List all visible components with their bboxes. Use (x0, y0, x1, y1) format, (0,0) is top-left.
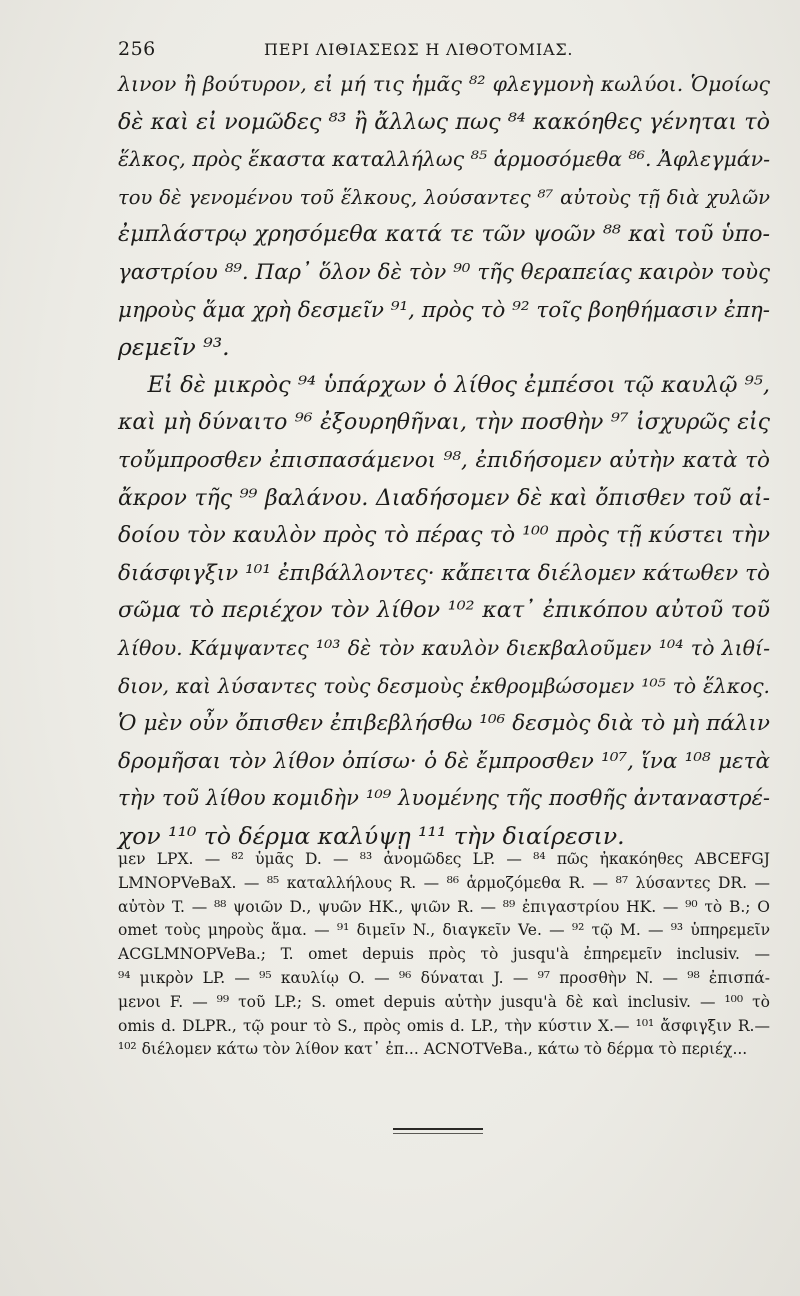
footnote-line: ⁹⁴ μικρὸν LP. — ⁹⁵ καυλίῳ O. — ⁹⁶ δύναται J. — ⁹⁷ προσθὴν N. — ⁹⁸ ἐπισπά- (118, 968, 770, 987)
text-line: δὲ καὶ εἰ νομῶδες ⁸³ ἢ ἄλλως πως ⁸⁴ κακόηθες γένηται τὸ (118, 108, 770, 135)
text-line: λίθου. Κάμψαντες ¹⁰³ δὲ τὸν καυλὸν διεκβαλοῦμεν ¹⁰⁴ τὸ λιθί- (118, 635, 770, 660)
text-line: Εἰ δὲ μικρὸς ⁹⁴ ὑπάρχων ὁ λίθος ἐμπέσοι τῷ καυλῷ ⁹⁵, (118, 371, 770, 398)
text-line: διάσφιγξιν ¹⁰¹ ἐπιβάλλοντες· κἄπειτα διέλομεν κάτωθεν τὸ (118, 560, 770, 586)
text-line: ἄκρον τῆς ⁹⁹ βαλάνου. Διαδήσομεν δὲ καὶ ὄπισθεν τοῦ αἰ- (118, 485, 770, 511)
footnote-line: αὐτὸν T. — ⁸⁸ ψοιῶν D., ψυῶν HK., ψιῶν R. — ⁸⁹ ἐπιγαστρίου HK. — ⁹⁰ τὸ B.; O (118, 897, 770, 916)
text-line: ἕλκος, πρὸς ἕκαστα καταλλήλως ⁸⁵ ἁρμοσόμεθα ⁸⁶. Ἀφλεγμάν- (118, 147, 770, 172)
footnote-line: LMNOPVeBaX. — ⁸⁵ καταλλήλους R. — ⁸⁶ ἁρμοζόμεθα R. — ⁸⁷ λύσαντες DR. — (118, 873, 770, 892)
footnote-line: omis d. DLPR., τῷ pour τὸ S., πρὸς omis d. LP., τὴν κύστιν X.— ¹⁰¹ ἄσφιγξιν R.— (118, 1016, 770, 1035)
footnote-line: μεν LPX. — ⁸² ὑμᾶς D. — ⁸³ ἀνομῶδες LP. — ⁸⁴ πῶς ἠκακόηθες ABCEFGJ (118, 850, 770, 868)
critical-apparatus (118, 848, 770, 1062)
text-line: λινον ἢ βούτυρον, εἰ μή τις ἡμᾶς ⁸² φλεγμονὴ κωλύοι. Ὁμοίως (118, 72, 770, 96)
text-line: καὶ μὴ δύναιτο ⁹⁶ ἐξουρηθῆναι, τὴν ποσθὴν ⁹⁷ ἰσχυρῶς εἰς (118, 410, 770, 436)
section-divider-thin (393, 1133, 483, 1134)
text-line: δρομῆσαι τὸν λίθον ὀπίσω· ὁ δὲ ἔμπροσθεν ¹⁰⁷, ἵνα ¹⁰⁸ μετὰ (118, 748, 770, 774)
text-line: του δὲ γενομένου τοῦ ἕλκους, λούσαντες ⁸⁷ αὐτοὺς τῇ διὰ χυλῶν (118, 185, 770, 209)
text-line: διον, καὶ λύσαντες τοὺς δεσμοὺς ἐκθρομβώσομεν ¹⁰⁵ τὸ ἕλκος. (118, 673, 770, 698)
text-line: ἐμπλάστρῳ χρησόμεθα κατά τε τῶν ψοῶν ⁸⁸ καὶ τοῦ ὑπο- (118, 221, 770, 248)
text-line: τὴν τοῦ λίθου κομιδὴν ¹⁰⁹ λυομένης τῆς ποσθῆς ἀνταναστρέ- (118, 786, 770, 811)
text-line: δοίου τὸν καυλὸν πρὸς τὸ πέρας τὸ ¹⁰⁰ πρὸς τῇ κύστει τὴν (118, 523, 770, 549)
text-line: χον ¹¹⁰ τὸ δέρμα καλύψῃ ¹¹¹ τὴν διαίρεσιν. (118, 821, 625, 850)
text-line: Ὁ μὲν οὖν ὄπισθεν ἐπιβεβλήσθω ¹⁰⁶ δεσμὸς διὰ τὸ μὴ πάλιν (118, 711, 770, 737)
text-line: τοὔμπροσθεν ἐπισπασάμενοι ⁹⁸, ἐπιδήσομεν αὐτὴν κατὰ τὸ (118, 447, 770, 473)
text-line: ρεμεῖν ⁹³. (118, 333, 230, 362)
footnote-line: μενοι F. — ⁹⁹ τοῦ LP.; S. omet depuis αὐτὴν jusqu'à δὲ καὶ inclusiv. — ¹⁰⁰ τὸ (118, 992, 770, 1011)
page-number: 256 (118, 38, 156, 60)
text-line: μηροὺς ἅμα χρὴ δεσμεῖν ⁹¹, πρὸς τὸ ⁹² τοῖς βοηθήμασιν ἐπη- (118, 297, 770, 323)
running-header (118, 34, 768, 64)
main-text (118, 66, 770, 855)
section-divider (393, 1128, 483, 1130)
footnote-line: omet τοὺς μηροὺς ἅμα. — ⁹¹ διμεῖν N., διαγκεῖν Ve. — ⁹² τῷ M. — ⁹³ ὑπηρεμεῖν (118, 921, 770, 940)
footnote-line: ACGLMNOPVeBa.; T. omet depuis πρὸς τὸ jusqu'à ἐπηρεμεῖν inclusiv. — (118, 945, 770, 964)
running-title: ΠΕΡΙ ΛΙΘΙΑΣΕΩΣ Η ΛΙΘΟΤΟΜΙΑΣ. (264, 40, 574, 59)
text-line: σῶμα τὸ περιέχον τὸν λίθον ¹⁰² κατ᾿ ἐπικόπου αὐτοῦ τοῦ (118, 597, 770, 624)
footnote-line: ¹⁰² διέλομεν κάτω τὸν λίθον κατ᾿ ἐπ... ACNOTVeBa., κάτω τὸ δέρμα τὸ περιέχ... (118, 1040, 748, 1059)
text-line: γαστρίου ⁸⁹. Παρ᾿ ὅλον δὲ τὸν ⁹⁰ τῆς θεραπείας καιρὸν τοὺς (118, 259, 770, 285)
